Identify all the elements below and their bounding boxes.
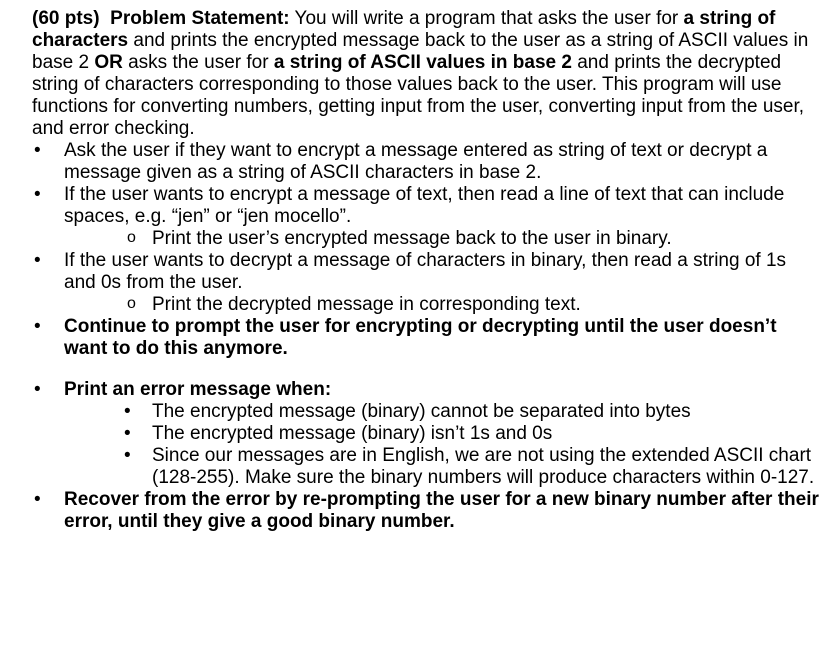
bullet-decrypt-text: If the user wants to decrypt a message of characters in binary, then read a string of 1s and 0s from the user.	[64, 250, 787, 293]
error-item	[32, 423, 822, 445]
bullet-error-text: Print an error message when:	[64, 379, 332, 400]
intro-bold-1: a string of characters	[32, 8, 776, 51]
bullet-error	[32, 379, 822, 401]
intro-text-2: and prints the encrypted message back to the user as a string of ASCII values in base 2	[32, 30, 809, 73]
bullet-recover	[32, 489, 822, 533]
list-spacer	[32, 360, 822, 379]
bullet-encrypt-text: If the user wants to encrypt a message of text, then read a line of text that can include spaces, e.g. “jen” or “jen mocello”.	[64, 184, 785, 227]
sub-bullet-encrypt	[32, 228, 822, 250]
sub-bullet-encrypt-text: Print the user’s encrypted message back to the user in binary.	[152, 228, 672, 249]
bullet-recover-text: Recover from the error by re-prompting the user for a new binary number after their error, until they give a good binary number.	[64, 489, 819, 532]
bullet-ask-text: Ask the user if they want to encrypt a message entered as string of text or decrypt a message given as a string of ASCII characters in base 2.	[64, 140, 768, 183]
bullet-decrypt	[32, 250, 822, 294]
error-item-text: The encrypted message (binary) isn’t 1s and 0s	[152, 423, 553, 444]
intro-text-4: and prints the decrypted string of characters corresponding to those values back to the user. This program will use functions for converting numbers, getting input from the user, converting input from the user, and error checking.	[32, 52, 805, 139]
bullet-encrypt	[32, 184, 822, 228]
points-label: (60 pts)	[32, 8, 100, 29]
problem-statement-heading: Problem Statement:	[110, 8, 290, 29]
bullet-ask	[32, 140, 822, 184]
error-item-text: The encrypted message (binary) cannot be separated into bytes	[152, 401, 691, 422]
requirements-list	[32, 140, 822, 533]
intro-bold-2: a string of ASCII values in base 2	[273, 52, 572, 73]
intro-text-3: asks the user for	[122, 52, 274, 73]
intro-bold-or: OR	[94, 52, 123, 73]
error-item	[32, 401, 822, 423]
problem-statement-page	[32, 8, 822, 533]
bullet-continue-text: Continue to prompt the user for encrypting or decrypting until the user doesn’t want to do this anymore.	[64, 316, 777, 359]
intro-paragraph	[32, 8, 822, 140]
bullet-continue	[32, 316, 822, 360]
sub-bullet-decrypt	[32, 294, 822, 316]
intro-text-1: You will write a program that asks the user for	[289, 8, 684, 29]
sub-bullet-decrypt-text: Print the decrypted message in corresponding text.	[152, 294, 581, 315]
error-item-text: Since our messages are in English, we are not using the extended ASCII chart (128-255). Make sure the binary numbers will produce characters within 0-127.	[152, 445, 815, 488]
error-item	[32, 445, 822, 489]
